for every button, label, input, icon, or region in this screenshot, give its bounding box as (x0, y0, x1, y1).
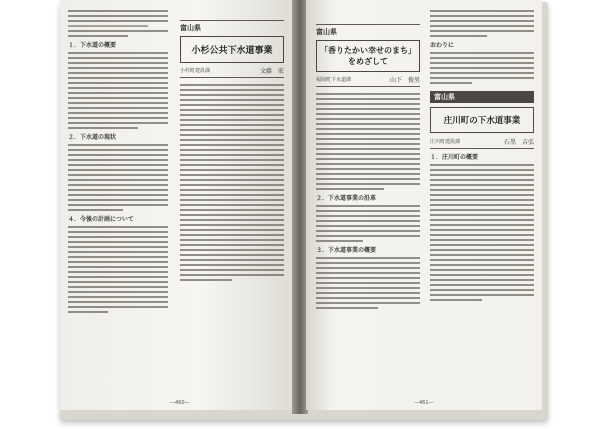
article-author: 文藤 宏 (259, 68, 284, 75)
article-department: 庄川町建設課 (430, 139, 461, 145)
left-page-text-column-2 (180, 18, 284, 284)
article-author: 石黒 吉弘 (503, 139, 534, 146)
article-department: 福岡町下水道課 (316, 77, 352, 83)
divider (180, 20, 284, 21)
left-page-text-column-1 (68, 10, 168, 316)
article-author: 山下 俊男 (389, 77, 420, 84)
article-title: 小杉公共下水道事業 (180, 36, 284, 63)
section-heading: １．庄川町の概要 (430, 154, 479, 161)
article-title-line: 「香りたかい幸せのまち」 (320, 46, 416, 55)
divider (316, 86, 420, 87)
page-number: —461— (414, 400, 434, 406)
page-number: —460— (170, 400, 190, 406)
article-department: 小杉町建設課 (180, 68, 211, 74)
article-title (316, 40, 420, 72)
section-heading: ２．下水道の現状 (68, 134, 117, 141)
divider (316, 24, 420, 25)
right-page-text-column-1 (316, 22, 420, 312)
article-prefecture: 富山県 (316, 28, 337, 36)
divider (180, 77, 284, 78)
article-prefecture: 富山県 (430, 91, 534, 103)
left-page (60, 0, 294, 410)
section-heading: ３．下水道事業の概要 (316, 247, 377, 254)
divider (430, 148, 534, 149)
section-heading: おわりに (430, 42, 455, 49)
right-page (306, 0, 542, 410)
right-page-text-column-2 (430, 10, 534, 304)
section-heading: １．下水道の概要 (68, 42, 117, 49)
article-title: 庄川町の下水道事業 (430, 107, 534, 133)
section-heading: ４．今後の計画について (68, 216, 134, 223)
section-heading: ２．下水道事業の沿革 (316, 195, 377, 202)
article-title-line: をめざして (348, 57, 388, 66)
article-prefecture: 富山県 (180, 24, 201, 32)
